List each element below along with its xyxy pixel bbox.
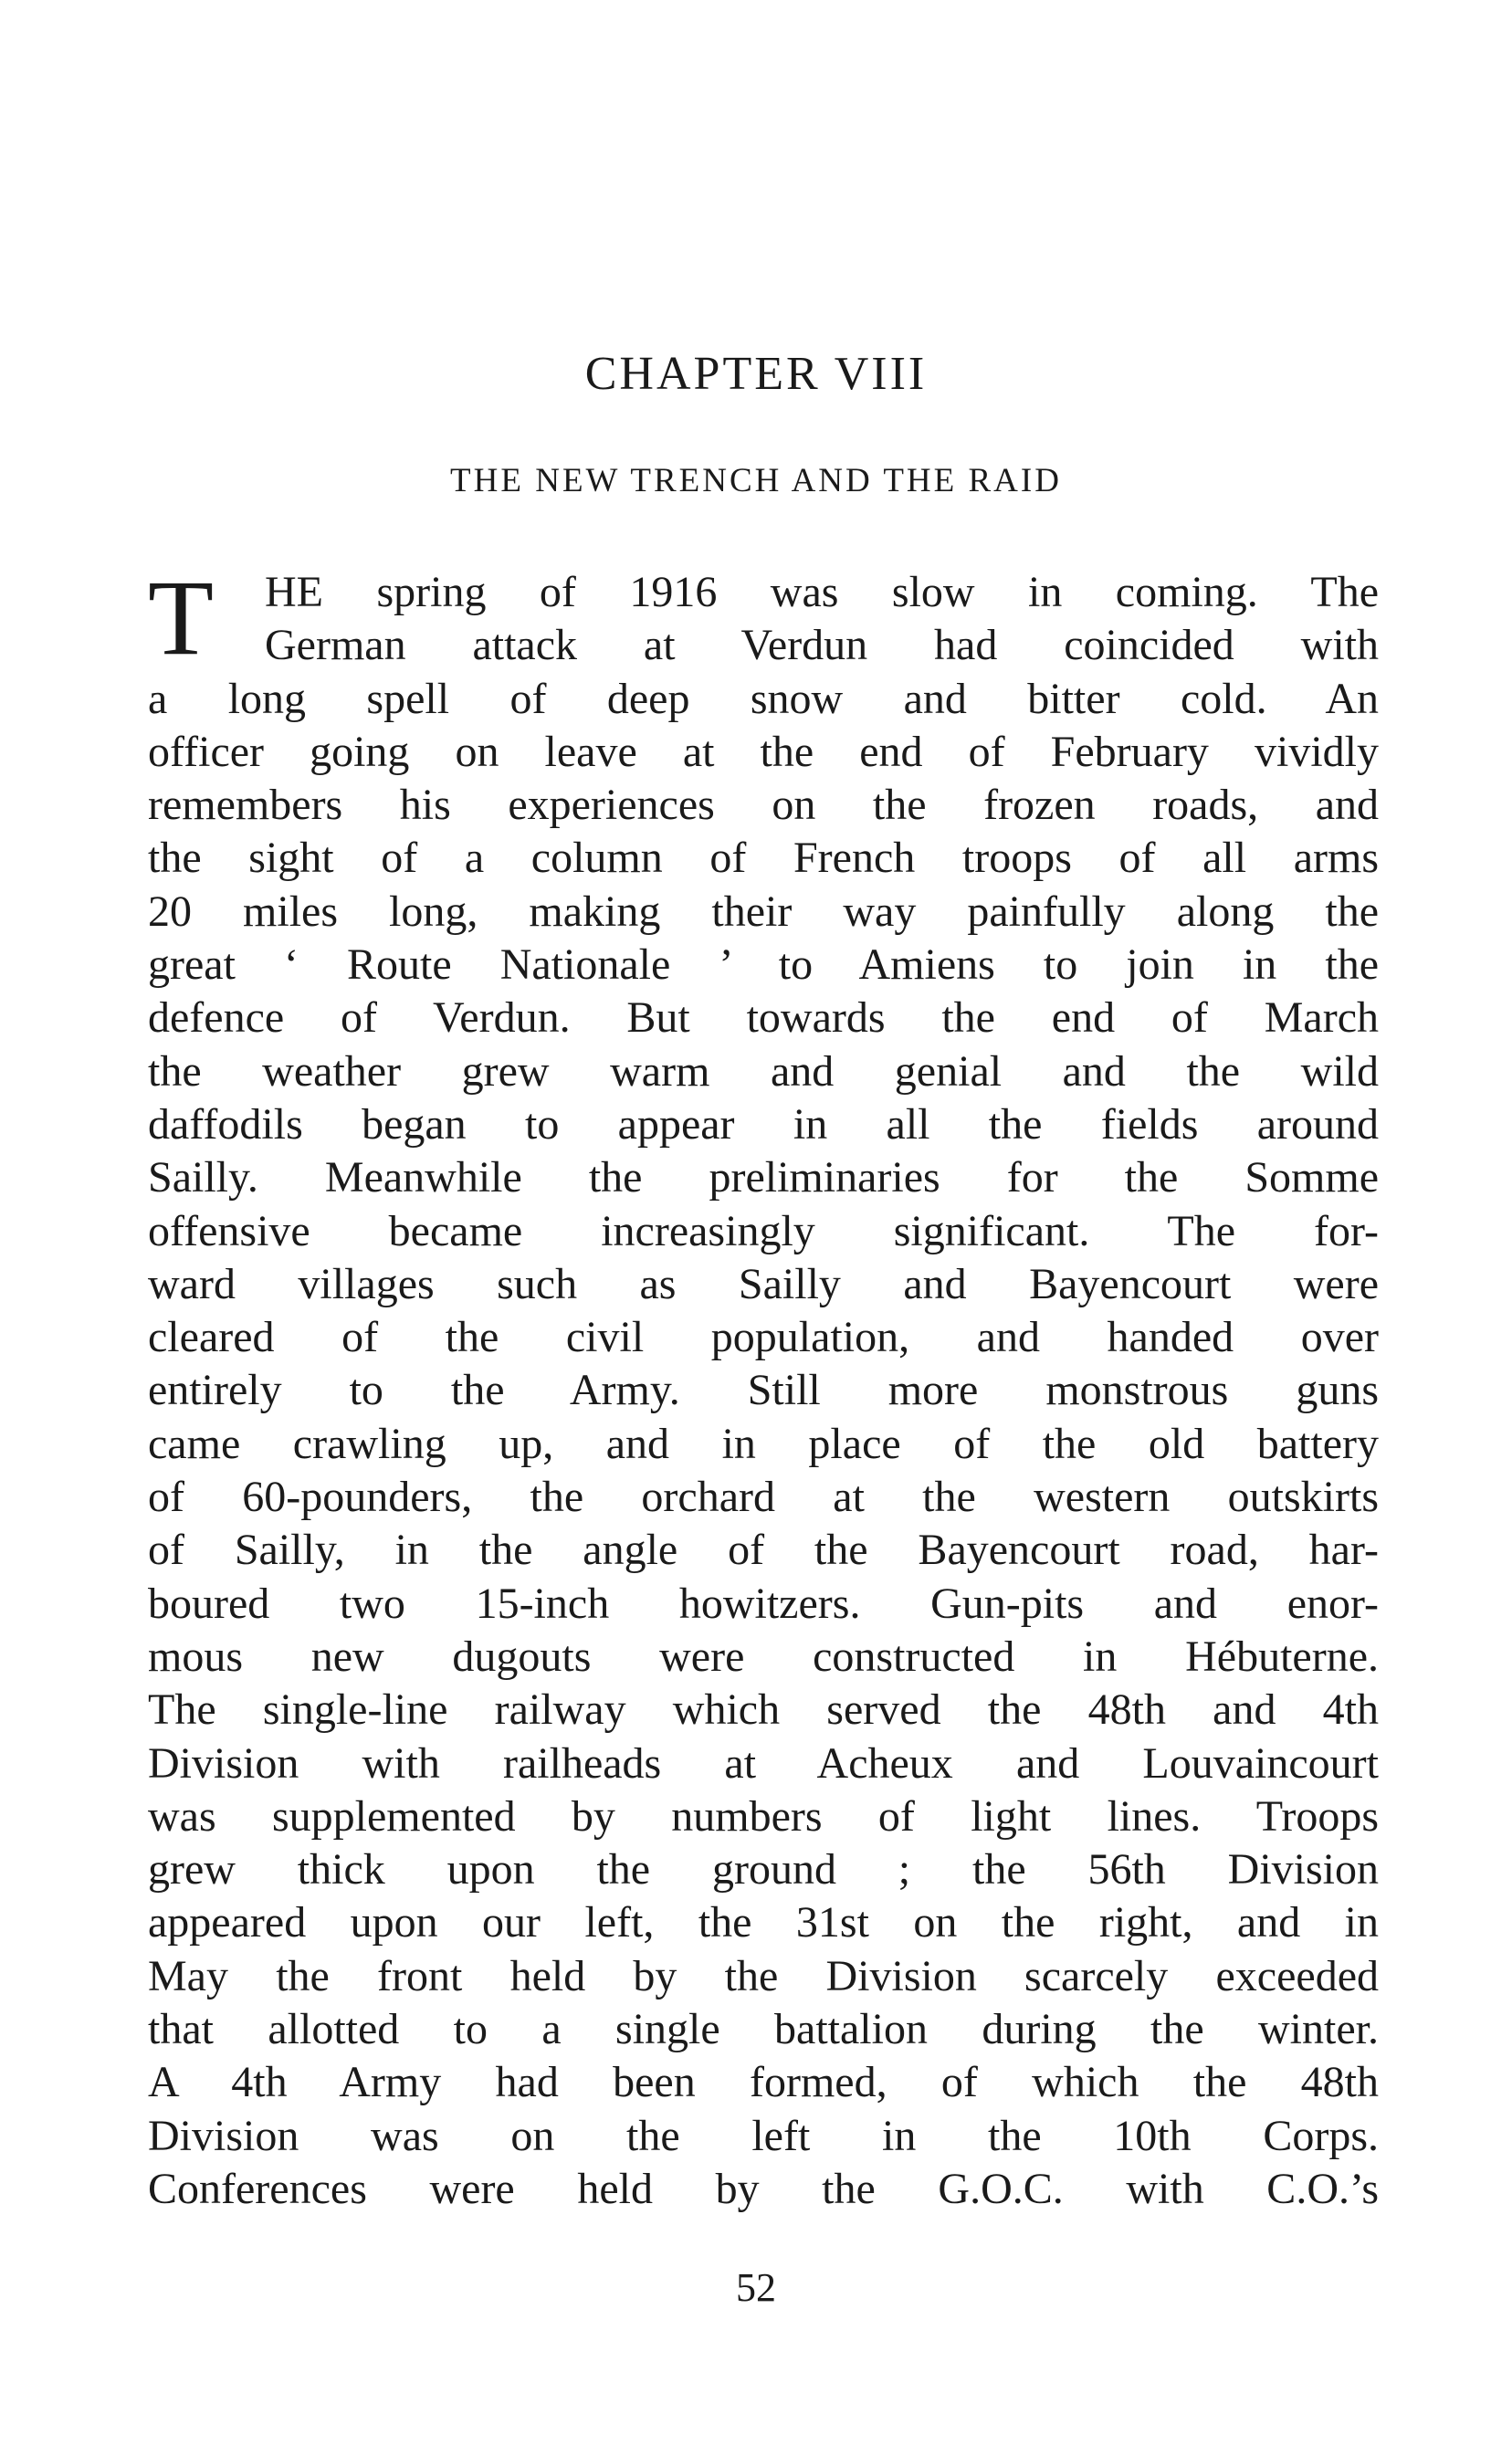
text-line: appeared upon our left, the 31st on the right, and in [148, 1898, 1379, 1947]
text-line: Conferences were held by the G.O.C. with C.O.’s [148, 2164, 1379, 2213]
drop-cap: T [148, 558, 215, 677]
text-line: came crawling up, and in place of the old battery [148, 1419, 1379, 1468]
chapter-body [148, 558, 1379, 2216]
text-line: The single-line railway which served the 48th and 4th [148, 1685, 1379, 1735]
text-line: the sight of a column of French troops of all arms [148, 834, 1379, 883]
text-line: a long spell of deep snow and bitter cold. An [148, 674, 1379, 723]
chapter-title: THE NEW TRENCH AND THE RAID [450, 462, 1062, 499]
text-line: remembers his experiences on the frozen roads, and [148, 781, 1379, 830]
text-line: May the front held by the Division scarcely exceeded [148, 1951, 1379, 2000]
text-line: HE spring of 1916 was slow in coming. The [265, 568, 1379, 616]
chapter-number: CHAPTER VIII [584, 348, 928, 400]
text-line: daffodils began to appear in all the fields around [148, 1099, 1379, 1149]
text-line: entirely to the Army. Still more monstrous guns [148, 1366, 1379, 1415]
text-line: of Sailly, in the angle of the Bayencourt road, har- [148, 1526, 1379, 1575]
text-line: German attack at Verdun had coincided with [265, 621, 1379, 670]
text-line: mous new dugouts were constructed in Hébuterne. [148, 1632, 1379, 1681]
text-line: great ‘ Route Nationale ’ to Amiens to join in the [148, 940, 1379, 990]
text-line: Division with railheads at Acheux and Louvaincourt [148, 1738, 1379, 1788]
text-line: of 60-pounders, the orchard at the western outskirts [148, 1473, 1379, 1522]
text-line: Sailly. Meanwhile the preliminaries for the Somme [148, 1153, 1379, 1202]
text-line: the weather grew warm and genial and the wild [148, 1046, 1379, 1096]
text-line: ward villages such as Sailly and Bayencourt were [148, 1259, 1379, 1308]
text-line: offensive became increasingly significant. The for- [148, 1206, 1379, 1255]
text-line: boured two 15-inch howitzers. Gun-pits and enor- [148, 1579, 1379, 1628]
text-line: that allotted to a single battalion during the winter. [148, 2005, 1379, 2054]
text-line: cleared of the civil population, and handed over [148, 1313, 1379, 1362]
page-number: 52 [736, 2265, 776, 2310]
text-line: A 4th Army had been formed, of which the 48th [148, 2058, 1379, 2107]
text-line: 20 miles long, making their way painfully along the [148, 887, 1379, 936]
text-line: defence of Verdun. But towards the end of March [148, 993, 1379, 1043]
text-line: grew thick upon the ground ; the 56th Division [148, 1845, 1379, 1894]
text-line: Division was on the left in the 10th Corps. [148, 2111, 1379, 2160]
text-line: officer going on leave at the end of February vividly [148, 727, 1379, 776]
text-line: was supplemented by numbers of light lines. Troops [148, 1791, 1379, 1841]
